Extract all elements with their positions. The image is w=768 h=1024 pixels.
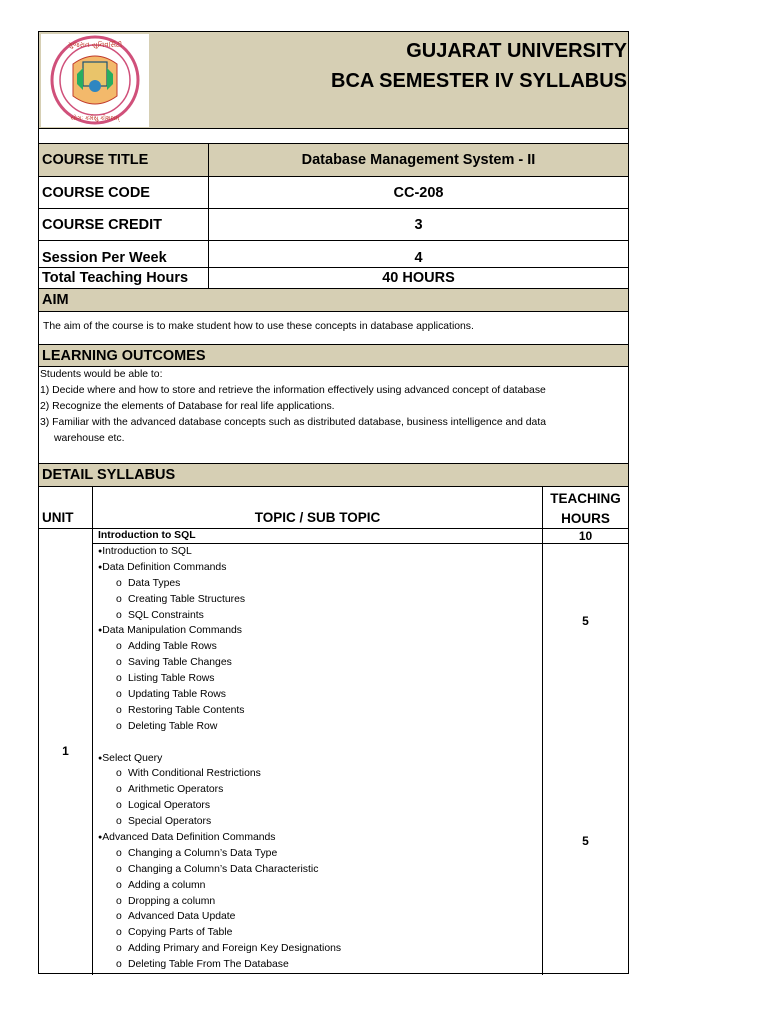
subtopic bbox=[98, 862, 538, 878]
session-value: 4 bbox=[414, 250, 423, 266]
subtopic bbox=[98, 608, 538, 624]
topic-bullet bbox=[98, 560, 538, 576]
topic-bullet bbox=[98, 623, 538, 639]
sub-bullet-icon: o bbox=[116, 879, 122, 891]
subtopic-text: Arithmetic Operators bbox=[128, 784, 224, 796]
page-title bbox=[39, 36, 627, 96]
subtopic-text: Creating Table Structures bbox=[128, 593, 246, 605]
subtopic bbox=[98, 687, 538, 703]
col-hours-header bbox=[543, 489, 628, 529]
sub-bullet-icon: o bbox=[116, 959, 122, 971]
sub-bullet-icon: o bbox=[116, 657, 122, 669]
col-topic-header: TOPIC / SUB TOPIC bbox=[254, 510, 381, 525]
divider bbox=[39, 311, 628, 312]
block1-hours: 5 bbox=[582, 614, 589, 628]
topic-text: Data Definition Commands bbox=[102, 561, 227, 573]
subtopic-text: Advanced Data Update bbox=[128, 911, 236, 923]
subtopic-text: SQL Constraints bbox=[128, 609, 204, 621]
subtopic bbox=[98, 592, 538, 608]
topic-text: Advanced Data Definition Commands bbox=[102, 832, 276, 844]
subtopic-text: Saving Table Changes bbox=[128, 657, 232, 669]
teaching-hours-value: 40 HOURS bbox=[382, 270, 455, 286]
subtopic bbox=[98, 941, 538, 957]
subtopic bbox=[98, 814, 538, 830]
course-title-label: COURSE TITLE bbox=[42, 152, 149, 168]
subtopic-text: Adding a column bbox=[128, 879, 206, 891]
aim-heading: AIM bbox=[39, 289, 628, 311]
sub-bullet-icon: o bbox=[116, 673, 122, 685]
title-university: GUJARAT UNIVERSITY bbox=[406, 40, 627, 62]
course-credit-value: 3 bbox=[414, 216, 423, 233]
subtopic bbox=[98, 846, 538, 862]
course-code-label: COURSE CODE bbox=[42, 184, 150, 201]
bullet-icon: ● bbox=[98, 834, 103, 842]
syllabus-sheet bbox=[38, 31, 629, 974]
sub-bullet-icon: o bbox=[116, 768, 122, 780]
block2-hours: 5 bbox=[582, 834, 589, 848]
outcome-line: Students would be able to: bbox=[40, 369, 163, 380]
subtopic bbox=[98, 576, 538, 592]
aim-text: The aim of the course is to make student how to use these concepts in database applications. bbox=[43, 321, 474, 332]
outcome-line: 3) Familiar with the advanced database concepts such as distributed database, business intelligence and data bbox=[40, 416, 546, 428]
unit-number: 1 bbox=[62, 744, 69, 758]
subtopic-text: Changing a Column’s Data Characteristic bbox=[128, 863, 319, 875]
subtopic-text: Copying Parts of Table bbox=[128, 927, 233, 939]
unit-title: Introduction to SQL bbox=[98, 530, 196, 541]
topic-text: Select Query bbox=[102, 752, 163, 764]
sub-bullet-icon: o bbox=[116, 704, 122, 716]
sub-bullet-icon: o bbox=[116, 816, 122, 828]
sub-bullet-icon: o bbox=[116, 720, 122, 732]
subtopic-text: Listing Table Rows bbox=[128, 673, 215, 685]
topic-bullet bbox=[98, 544, 538, 560]
subtopic-text: Changing a Column’s Data Type bbox=[128, 847, 278, 859]
subtopic-text: Data Types bbox=[128, 577, 181, 589]
sub-bullet-icon: o bbox=[116, 927, 122, 939]
sub-bullet-icon: o bbox=[116, 911, 122, 923]
divider bbox=[542, 487, 543, 975]
subtopic bbox=[98, 925, 538, 941]
subtopic bbox=[98, 894, 538, 910]
subtopic-text: Logical Operators bbox=[128, 800, 211, 812]
outcome-line: 2) Recognize the elements of Database for real life applications. bbox=[40, 400, 335, 412]
topic-text: Data Manipulation Commands bbox=[102, 625, 243, 637]
sub-bullet-icon: o bbox=[116, 863, 122, 875]
topic-list bbox=[98, 544, 538, 973]
outcomes-list bbox=[40, 367, 626, 447]
sub-bullet-icon: o bbox=[116, 641, 122, 653]
subtopic-text: Deleting Table From The Database bbox=[128, 959, 289, 971]
subtopic-text: Deleting Table Row bbox=[128, 720, 218, 732]
subtopic-text: Restoring Table Contents bbox=[128, 704, 245, 716]
subtopic bbox=[98, 703, 538, 719]
unit-hours: 10 bbox=[578, 529, 593, 543]
topic-text: Introduction to SQL bbox=[102, 546, 192, 557]
subtopic bbox=[98, 878, 538, 894]
subtopic bbox=[98, 798, 538, 814]
subtopic-text: Special Operators bbox=[128, 816, 212, 828]
bullet-icon: ● bbox=[98, 754, 103, 762]
subtopic bbox=[98, 639, 538, 655]
session-label: Session Per Week bbox=[42, 250, 167, 266]
syllabus-heading: DETAIL SYLLABUS bbox=[39, 464, 628, 486]
title-semester: BCA SEMESTER IV SYLLABUS bbox=[331, 70, 627, 92]
col-hours-line2: HOURS bbox=[561, 511, 610, 526]
divider bbox=[39, 486, 628, 487]
subtopic bbox=[98, 655, 538, 671]
subtopic-text: With Conditional Restrictions bbox=[128, 768, 261, 780]
course-code-value: CC-208 bbox=[393, 184, 444, 201]
sub-bullet-icon: o bbox=[116, 609, 122, 621]
col-unit-header: UNIT bbox=[42, 510, 74, 525]
course-title-value: Database Management System - II bbox=[301, 152, 536, 168]
subtopic bbox=[98, 782, 538, 798]
svg-text:ગુજરાત યુનિવર્સિટી: ગુજરાત યુનિવર્સિટી bbox=[67, 41, 123, 49]
sub-bullet-icon: o bbox=[116, 593, 122, 605]
sub-bullet-icon: o bbox=[116, 689, 122, 701]
divider bbox=[39, 128, 628, 129]
bullet-icon: ● bbox=[98, 563, 103, 571]
subtopic bbox=[98, 957, 538, 973]
divider bbox=[92, 487, 93, 975]
outcome-line: 1) Decide where and how to store and retrieve the information effectively using advanced concept of database bbox=[40, 384, 546, 396]
sub-bullet-icon: o bbox=[116, 895, 122, 907]
svg-text:યોગઃ કર્મસુ કૌશલમ્: યોગઃ કર્મસુ કૌશલમ્ bbox=[70, 115, 120, 122]
sub-bullet-icon: o bbox=[116, 943, 122, 955]
course-credit-label: COURSE CREDIT bbox=[42, 216, 163, 233]
subtopic-text: Adding Table Rows bbox=[128, 641, 217, 653]
subtopic-text: Dropping a column bbox=[128, 895, 216, 907]
sub-bullet-icon: o bbox=[116, 847, 122, 859]
sub-bullet-icon: o bbox=[116, 800, 122, 812]
topic-bullet bbox=[98, 751, 538, 767]
spacer bbox=[98, 735, 538, 751]
teaching-hours-label: Total Teaching Hours bbox=[42, 270, 189, 286]
subtopic bbox=[98, 719, 538, 735]
subtopic bbox=[98, 766, 538, 782]
subtopic-text: Adding Primary and Foreign Key Designations bbox=[128, 943, 342, 955]
sub-bullet-icon: o bbox=[116, 784, 122, 796]
outcome-line: warehouse etc. bbox=[54, 432, 125, 444]
topic-bullet bbox=[98, 830, 538, 846]
bullet-icon: ● bbox=[98, 548, 103, 555]
outcomes-heading: LEARNING OUTCOMES bbox=[39, 345, 628, 366]
sub-bullet-icon: o bbox=[116, 577, 122, 589]
bullet-icon: ● bbox=[98, 627, 103, 635]
subtopic-text: Updating Table Rows bbox=[128, 689, 226, 701]
col-hours-line1: TEACHING bbox=[550, 491, 621, 506]
subtopic bbox=[98, 671, 538, 687]
subtopic bbox=[98, 909, 538, 925]
